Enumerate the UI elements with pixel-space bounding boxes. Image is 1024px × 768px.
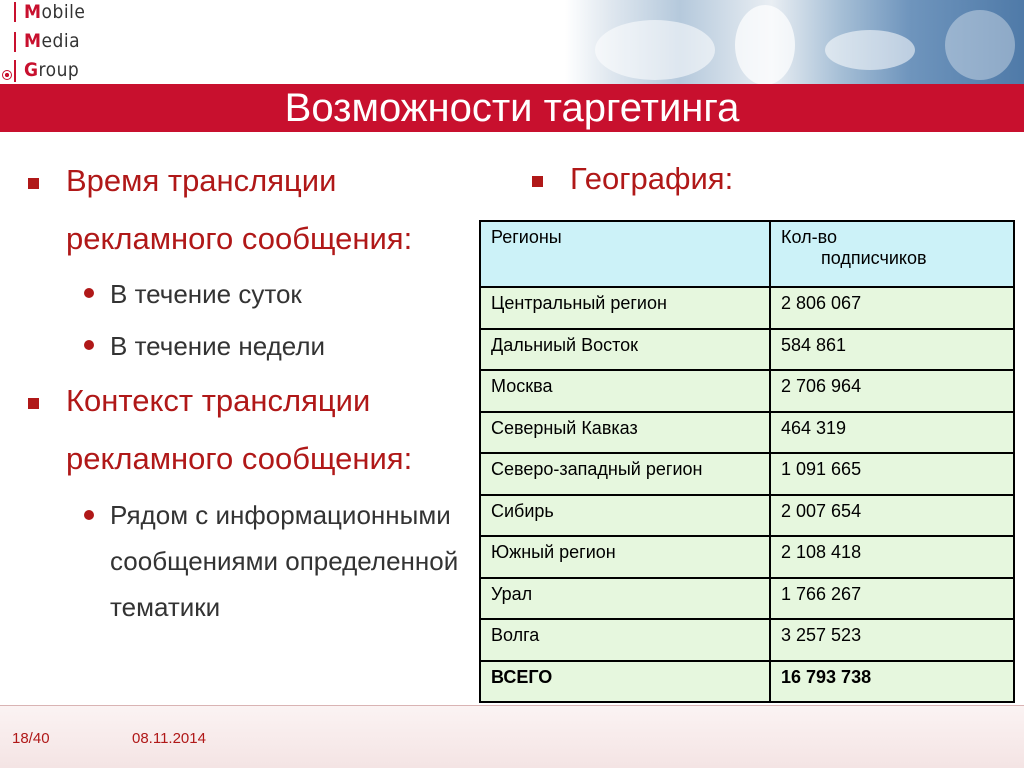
table-row: Москва 2 706 964 <box>480 370 1014 412</box>
sub-bullet-week: В течение недели <box>28 320 468 372</box>
logo-line-2: Media <box>24 30 81 52</box>
slide-number: 18/40 <box>12 730 50 747</box>
table-total-row: ВСЕГО 16 793 738 <box>480 661 1014 703</box>
table-row: Северо-западный регион 1 091 665 <box>480 453 1014 495</box>
header-subscribers: Кол-во подписчиков <box>770 221 1014 287</box>
bullet-broadcast-context: Контекст трансляции рекламного сообщения: <box>28 372 468 488</box>
geography-heading: География: <box>532 154 733 204</box>
table-row: Волга 3 257 523 <box>480 619 1014 661</box>
logo-dot-icon <box>2 70 12 80</box>
header-photo-collage <box>565 0 1024 84</box>
logo-line-3: Group <box>24 59 80 81</box>
table-header-row <box>480 221 1014 287</box>
logo-line-1: Mobile <box>24 1 86 23</box>
table-row: Сибирь 2 007 654 <box>480 495 1014 537</box>
table-row: Южный регион 2 108 418 <box>480 536 1014 578</box>
header-regions: Регионы <box>480 221 770 287</box>
company-logo <box>0 0 110 84</box>
left-column <box>28 152 468 630</box>
table-row: Центральный регион 2 806 067 <box>480 287 1014 329</box>
table-row: Дальниый Восток 584 861 <box>480 329 1014 371</box>
regions-table <box>479 220 1015 703</box>
slide-title: Возможности таргетинга <box>284 86 740 130</box>
sub-bullet-context: Рядом с информационными сообщениями определенной тематики <box>28 488 468 630</box>
table-row: Северный Кавказ 464 319 <box>480 412 1014 454</box>
sub-bullet-day: В течение суток <box>28 268 468 320</box>
slide-date: 08.11.2014 <box>132 730 206 747</box>
table-row: Урал 1 766 267 <box>480 578 1014 620</box>
bullet-broadcast-time: Время трансляции рекламного сообщения: <box>28 152 468 268</box>
